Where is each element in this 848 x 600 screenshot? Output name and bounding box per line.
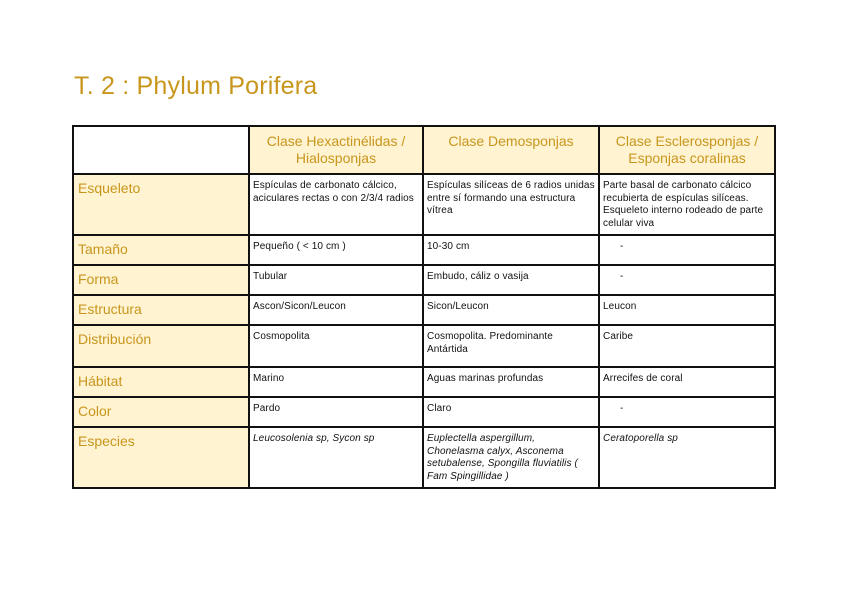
row-label: Especies (73, 427, 249, 488)
row-label: Color (73, 397, 249, 427)
table-cell: 10-30 cm (423, 235, 599, 265)
row-label: Hábitat (73, 367, 249, 397)
row-label: Forma (73, 265, 249, 295)
table-cell: Parte basal de carbonato cálcico recubierta de espículas silíceas. Esqueleto interno rodeado de parte celular viva (599, 174, 775, 235)
page-title: T. 2 : Phylum Porifera (74, 72, 318, 100)
header-cell-empty (73, 126, 249, 174)
header-esclerosponjas: Clase Esclerosponjas / Esponjas coralinas (599, 126, 775, 174)
table-cell: Ceratoporella sp (599, 427, 775, 488)
table-cell: Euplectella aspergillum, Chonelasma calyx, Asconema setubalense, Spongilla fluviatilis ( Fam Spingillidae ) (423, 427, 599, 488)
header-hexactinelidas: Clase Hexactinélidas / Hialosponjas (249, 126, 423, 174)
table-row (73, 265, 775, 295)
table-cell: Leucon (599, 295, 775, 325)
table-cell: Pequeño ( < 10 cm ) (249, 235, 423, 265)
table-cell: Cosmopolita. Predominante Antártida (423, 325, 599, 367)
table-row (73, 397, 775, 427)
table-cell: Tubular (249, 265, 423, 295)
porifera-table (72, 125, 776, 489)
table-cell: Sicon/Leucon (423, 295, 599, 325)
table-cell: Espículas silíceas de 6 radios unidas entre sí formando una estructura vítrea (423, 174, 599, 235)
table-cell: Ascon/Sicon/Leucon (249, 295, 423, 325)
header-demosponjas: Clase Demosponjas (423, 126, 599, 174)
table-row (73, 295, 775, 325)
table-cell: Embudo, cáliz o vasija (423, 265, 599, 295)
table-row (73, 174, 775, 235)
table-row (73, 427, 775, 488)
table-cell: Cosmopolita (249, 325, 423, 367)
table-cell: Claro (423, 397, 599, 427)
table-cell: Pardo (249, 397, 423, 427)
table-cell: Marino (249, 367, 423, 397)
row-label: Estructura (73, 295, 249, 325)
table-cell: - (599, 265, 775, 295)
table-row (73, 325, 775, 367)
table-cell: Arrecifes de coral (599, 367, 775, 397)
table-cell: Leucosolenia sp, Sycon sp (249, 427, 423, 488)
table-cell: Espículas de carbonato cálcico, aciculares rectas o con 2/3/4 radios (249, 174, 423, 235)
row-label: Tamaño (73, 235, 249, 265)
table-header-row (73, 126, 775, 174)
row-label: Esqueleto (73, 174, 249, 235)
table-row (73, 235, 775, 265)
row-label: Distribución (73, 325, 249, 367)
table-cell: Aguas marinas profundas (423, 367, 599, 397)
table-cell: - (599, 397, 775, 427)
table-cell: Caribe (599, 325, 775, 367)
table-row (73, 367, 775, 397)
table-cell: - (599, 235, 775, 265)
